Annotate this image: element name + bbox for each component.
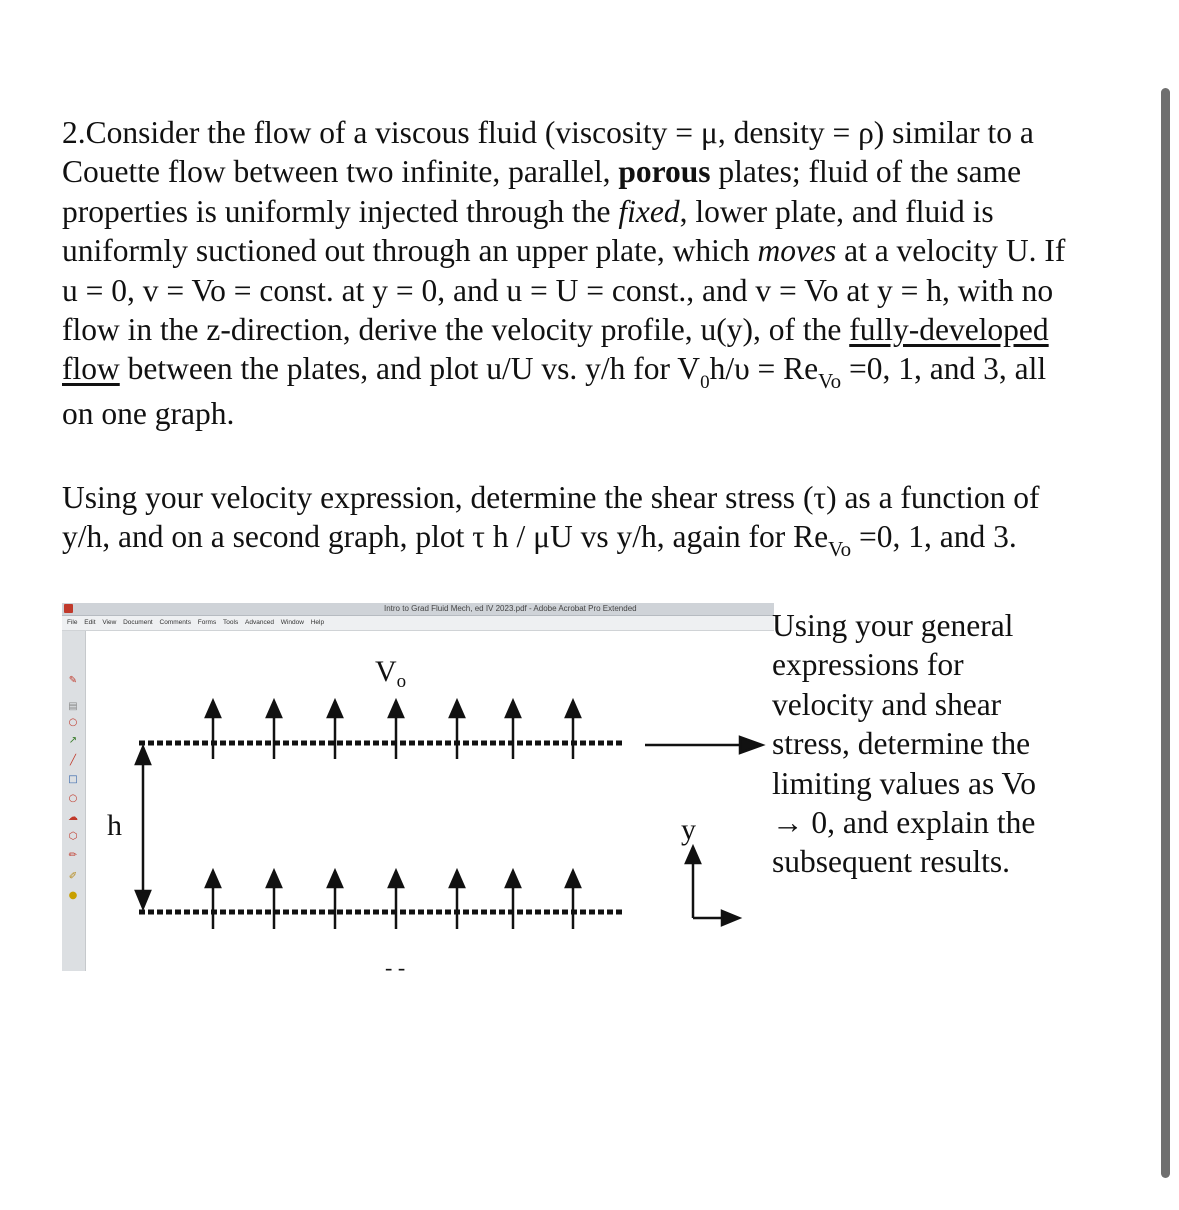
highlighter-tool-icon[interactable]: ✐ bbox=[68, 871, 78, 882]
scrollbar[interactable] bbox=[1161, 88, 1170, 1178]
menu-advanced[interactable]: Advanced bbox=[245, 619, 274, 626]
cutoff-label: - - bbox=[385, 955, 406, 971]
line-tool-icon[interactable]: ╱ bbox=[69, 755, 77, 766]
rectangle-tool-icon[interactable]: □ bbox=[68, 774, 78, 785]
re-vo-subscript-2: Vo bbox=[828, 537, 852, 562]
textbox-tool-icon[interactable]: ▤ bbox=[68, 701, 78, 712]
fixed-italic: fixed bbox=[618, 193, 680, 229]
moves-italic: moves bbox=[757, 233, 837, 269]
problem-paragraph-2 bbox=[62, 478, 1072, 561]
p1-text-c: , lower plate, and fluid is uniformly suctioned out through an upper plate, which bbox=[62, 193, 994, 269]
problem-paragraph-1 bbox=[62, 113, 1072, 433]
menu-comments[interactable]: Comments bbox=[159, 619, 191, 626]
p1-text-g: =0, 1, and 3, all on one graph. bbox=[62, 351, 1047, 431]
plate-velocity-arrow bbox=[645, 737, 762, 753]
h-label: h bbox=[107, 809, 122, 842]
menu-tools[interactable]: Tools bbox=[223, 619, 239, 626]
menu-help[interactable]: Help bbox=[310, 619, 325, 626]
re-vo-subscript: Vo bbox=[818, 369, 842, 394]
fully-developed-flow-underline: fully-developed flow bbox=[62, 312, 1049, 387]
acrobat-titlebar bbox=[62, 603, 774, 616]
arrow-tool-icon[interactable]: ↗ bbox=[68, 735, 78, 746]
acrobat-menubar bbox=[62, 616, 774, 631]
menu-window[interactable]: Window bbox=[280, 619, 304, 626]
y-axis-label: y bbox=[681, 813, 696, 846]
p2-text-b: =0, 1, and 3. bbox=[851, 519, 1017, 555]
acrobat-screenshot bbox=[62, 603, 774, 971]
note-tool-icon[interactable]: ✎ bbox=[68, 675, 78, 686]
coordinate-axes bbox=[686, 847, 739, 925]
upper-flow-arrows bbox=[206, 701, 580, 759]
oval-tool-icon[interactable]: ○ bbox=[68, 717, 78, 728]
menu-edit[interactable]: Edit bbox=[84, 619, 96, 626]
limiting-values-text: Using your general expressions for velocity and shear stress, determine the limiting values as Vo → 0, and explain the subsequent results. bbox=[772, 608, 1036, 880]
acrobat-comment-toolbar bbox=[62, 631, 86, 971]
ellipse-tool-icon[interactable]: ○ bbox=[68, 793, 78, 804]
acrobat-app-icon bbox=[64, 604, 73, 613]
p1-text-d: at a velocity U. If u = 0, v = Vo = const. at y = 0, and u = U = const., and v = Vo at y = h, with no flow in the z-direction, derive the velocity profile, u(y), of the bbox=[62, 233, 1066, 348]
pencil-tool-icon[interactable]: ✏ bbox=[68, 850, 78, 861]
height-dimension-arrow bbox=[136, 747, 150, 908]
stamp-tool-icon[interactable]: ● bbox=[68, 890, 78, 901]
p1-text-a: 2.Consider the flow of a viscous fluid (viscosity = μ, density = ρ) similar to a Couette flow between two infinite, parallel, bbox=[62, 115, 1034, 190]
menu-view[interactable]: View bbox=[102, 619, 117, 626]
menu-document[interactable]: Document bbox=[123, 619, 153, 626]
couette-flow-diagram bbox=[85, 631, 774, 971]
p1-text-f: h/υ = Re bbox=[709, 351, 819, 387]
p1-text-b: plates; fluid of the same properties is uniformly injected through the bbox=[62, 154, 1022, 229]
porous-bold: porous bbox=[618, 154, 711, 190]
menu-forms[interactable]: Forms bbox=[197, 619, 217, 626]
acrobat-window-title: Intro to Grad Fluid Mech, ed IV 2023.pdf - Adobe Acrobat Pro Extended bbox=[384, 604, 637, 613]
v0-subscript: 0 bbox=[700, 372, 710, 394]
lower-flow-arrows bbox=[206, 871, 580, 929]
polygon-tool-icon[interactable]: ⬡ bbox=[68, 831, 78, 842]
p2-text-a: Using your velocity expression, determine the shear stress (τ) as a function of y/h, and on a second graph, plot τ h / μU vs y/h, again for Re bbox=[62, 480, 1040, 555]
vo-label: $V_o$ bbox=[375, 655, 407, 692]
menu-file[interactable]: File bbox=[67, 619, 78, 626]
p1-text-e: between the plates, and plot u/U vs. y/h for V bbox=[119, 351, 701, 387]
cloud-tool-icon[interactable]: ☁ bbox=[68, 812, 78, 823]
